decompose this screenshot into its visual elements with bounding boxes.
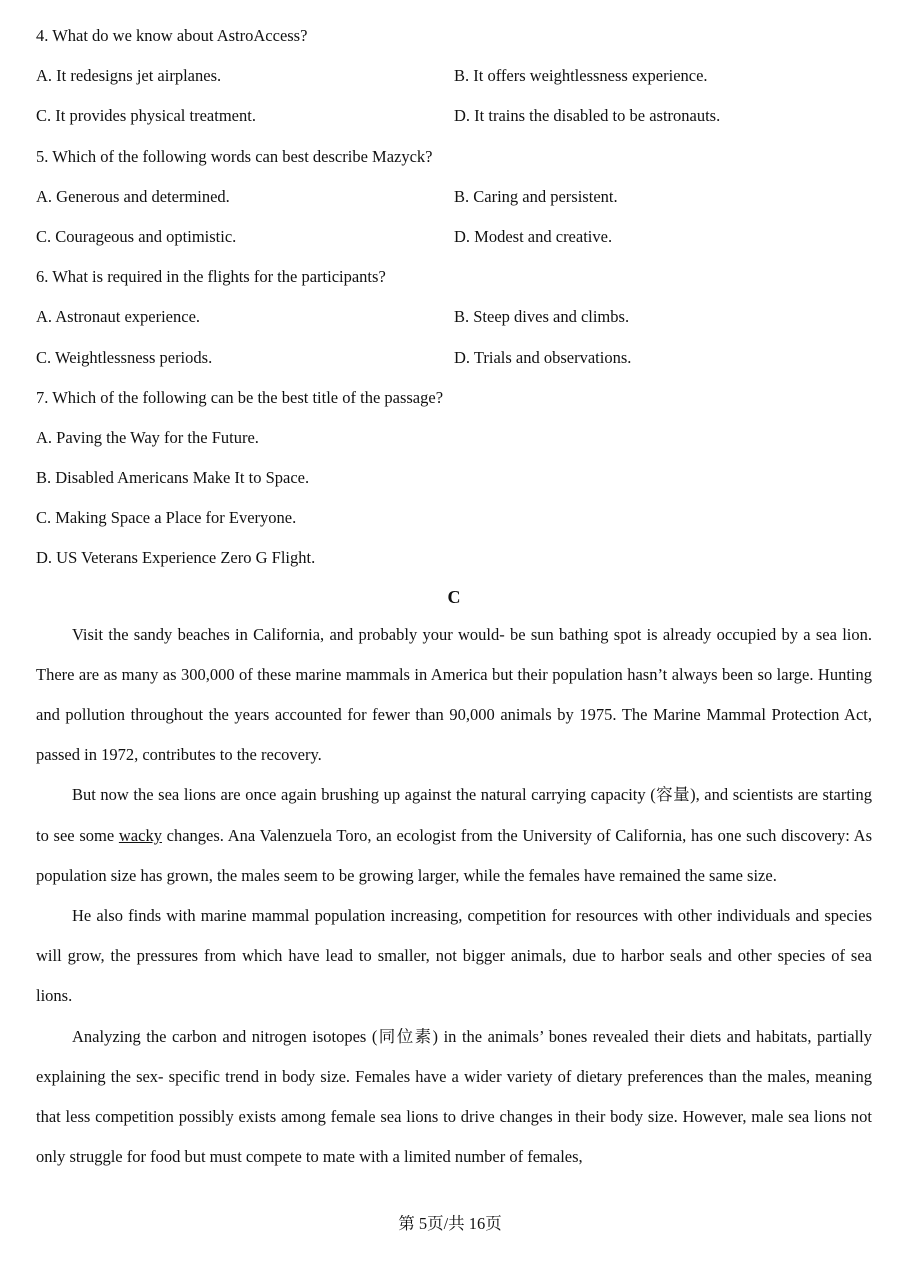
passage-paragraph-4: Analyzing the carbon and nitrogen isotopes (同位素) in the animals’ bones revealed their diets and habitats, partially explaining the sex- specific trend in body size. Females have a wider variety of dietary preferences than the males, meaning that less competition possibly exists among female sea lions to drive changes in their body size. However, male sea lions not only struggle for food but must compete to mate with a limited number of females, (36, 1026, 872, 1167)
question-6-option-c: C. Weightlessness periods. (36, 347, 213, 367)
question-4-stem: 4. What do we know about AstroAccess? (36, 26, 308, 45)
question-5-option-d: D. Modest and creative. (454, 226, 613, 246)
passage-paragraph-1: Visit the sandy beaches in California, and probably your would- be sun bathing spot is already occupied by a sea lion. There are as many as 300,000 of these marine mammals in America but their population hasn’t always been so large. Hunting and pollution throughout the years accounted for fewer than 90,000 animals by 1975. The Marine Mammal Protection Act, passed in 1972, contributes to the recovery. (36, 624, 872, 765)
question-4-option-a: A. It redesigns jet airplanes. (36, 66, 222, 86)
passage-paragraph-3: He also finds with marine mammal population increasing, competition for resources with other individuals and species will grow, the pressures from which have lead to smaller, not bigger animals, due to harbor seals and other species of sea lions. (36, 906, 872, 1006)
question-6-option-d: D. Trials and observations. (454, 347, 632, 367)
question-7-option-d: D. US Veterans Experience Zero G Flight. (36, 548, 316, 568)
question-5-option-c: C. Courageous and optimistic. (36, 226, 237, 246)
question-5-stem: 5. Which of the following words can best describe Mazyck? (36, 146, 433, 166)
question-4-option-b: B. It offers weightlessness experience. (454, 66, 708, 86)
question-5-option-b: B. Caring and persistent. (454, 186, 618, 206)
question-6-options-row-1 (36, 297, 872, 337)
question-6-option-a: A. Astronaut experience. (36, 307, 201, 327)
paragraph-2-text-before: But now the sea lions are once again brushing up against the natural carrying capacity (容量), and scientists are starting to see some (36, 785, 872, 845)
question-4-option-c: C. It provides physical treatment. (36, 106, 256, 126)
question-4-options-row-1 (36, 56, 872, 96)
question-5-options-row-1 (36, 177, 872, 217)
passage-paragraph-2 (36, 775, 872, 896)
underlined-word: wacky (118, 825, 162, 845)
section-heading: C (447, 586, 461, 607)
question-7-option-a: A. Paving the Way for the Future. (36, 427, 259, 447)
question-7-stem: 7. Which of the following can be the best title of the passage? (36, 387, 444, 407)
question-5-option-a: A. Generous and determined. (36, 186, 230, 206)
question-6-options-row-2 (36, 338, 872, 378)
question-7-option-c: C. Making Space a Place for Everyone. (36, 508, 297, 528)
page-footer: 第 5页/共 16页 (398, 1214, 502, 1233)
question-5-options-row-2 (36, 217, 872, 257)
paragraph-2-text-after: changes. Ana Valenzuela Toro, an ecologist from the University of California, has one such discovery: As population size has grown, the males seem to be growing larger, while the females have remained the same size. (36, 825, 873, 885)
question-4-options-row-2 (36, 96, 872, 136)
question-4-option-d: D. It trains the disabled to be astronauts. (454, 106, 721, 126)
exam-page (36, 16, 872, 1177)
question-7-option-b: B. Disabled Americans Make It to Space. (36, 468, 310, 488)
question-6-option-b: B. Steep dives and climbs. (454, 307, 630, 327)
question-6-stem: 6. What is required in the flights for the participants? (36, 267, 386, 287)
